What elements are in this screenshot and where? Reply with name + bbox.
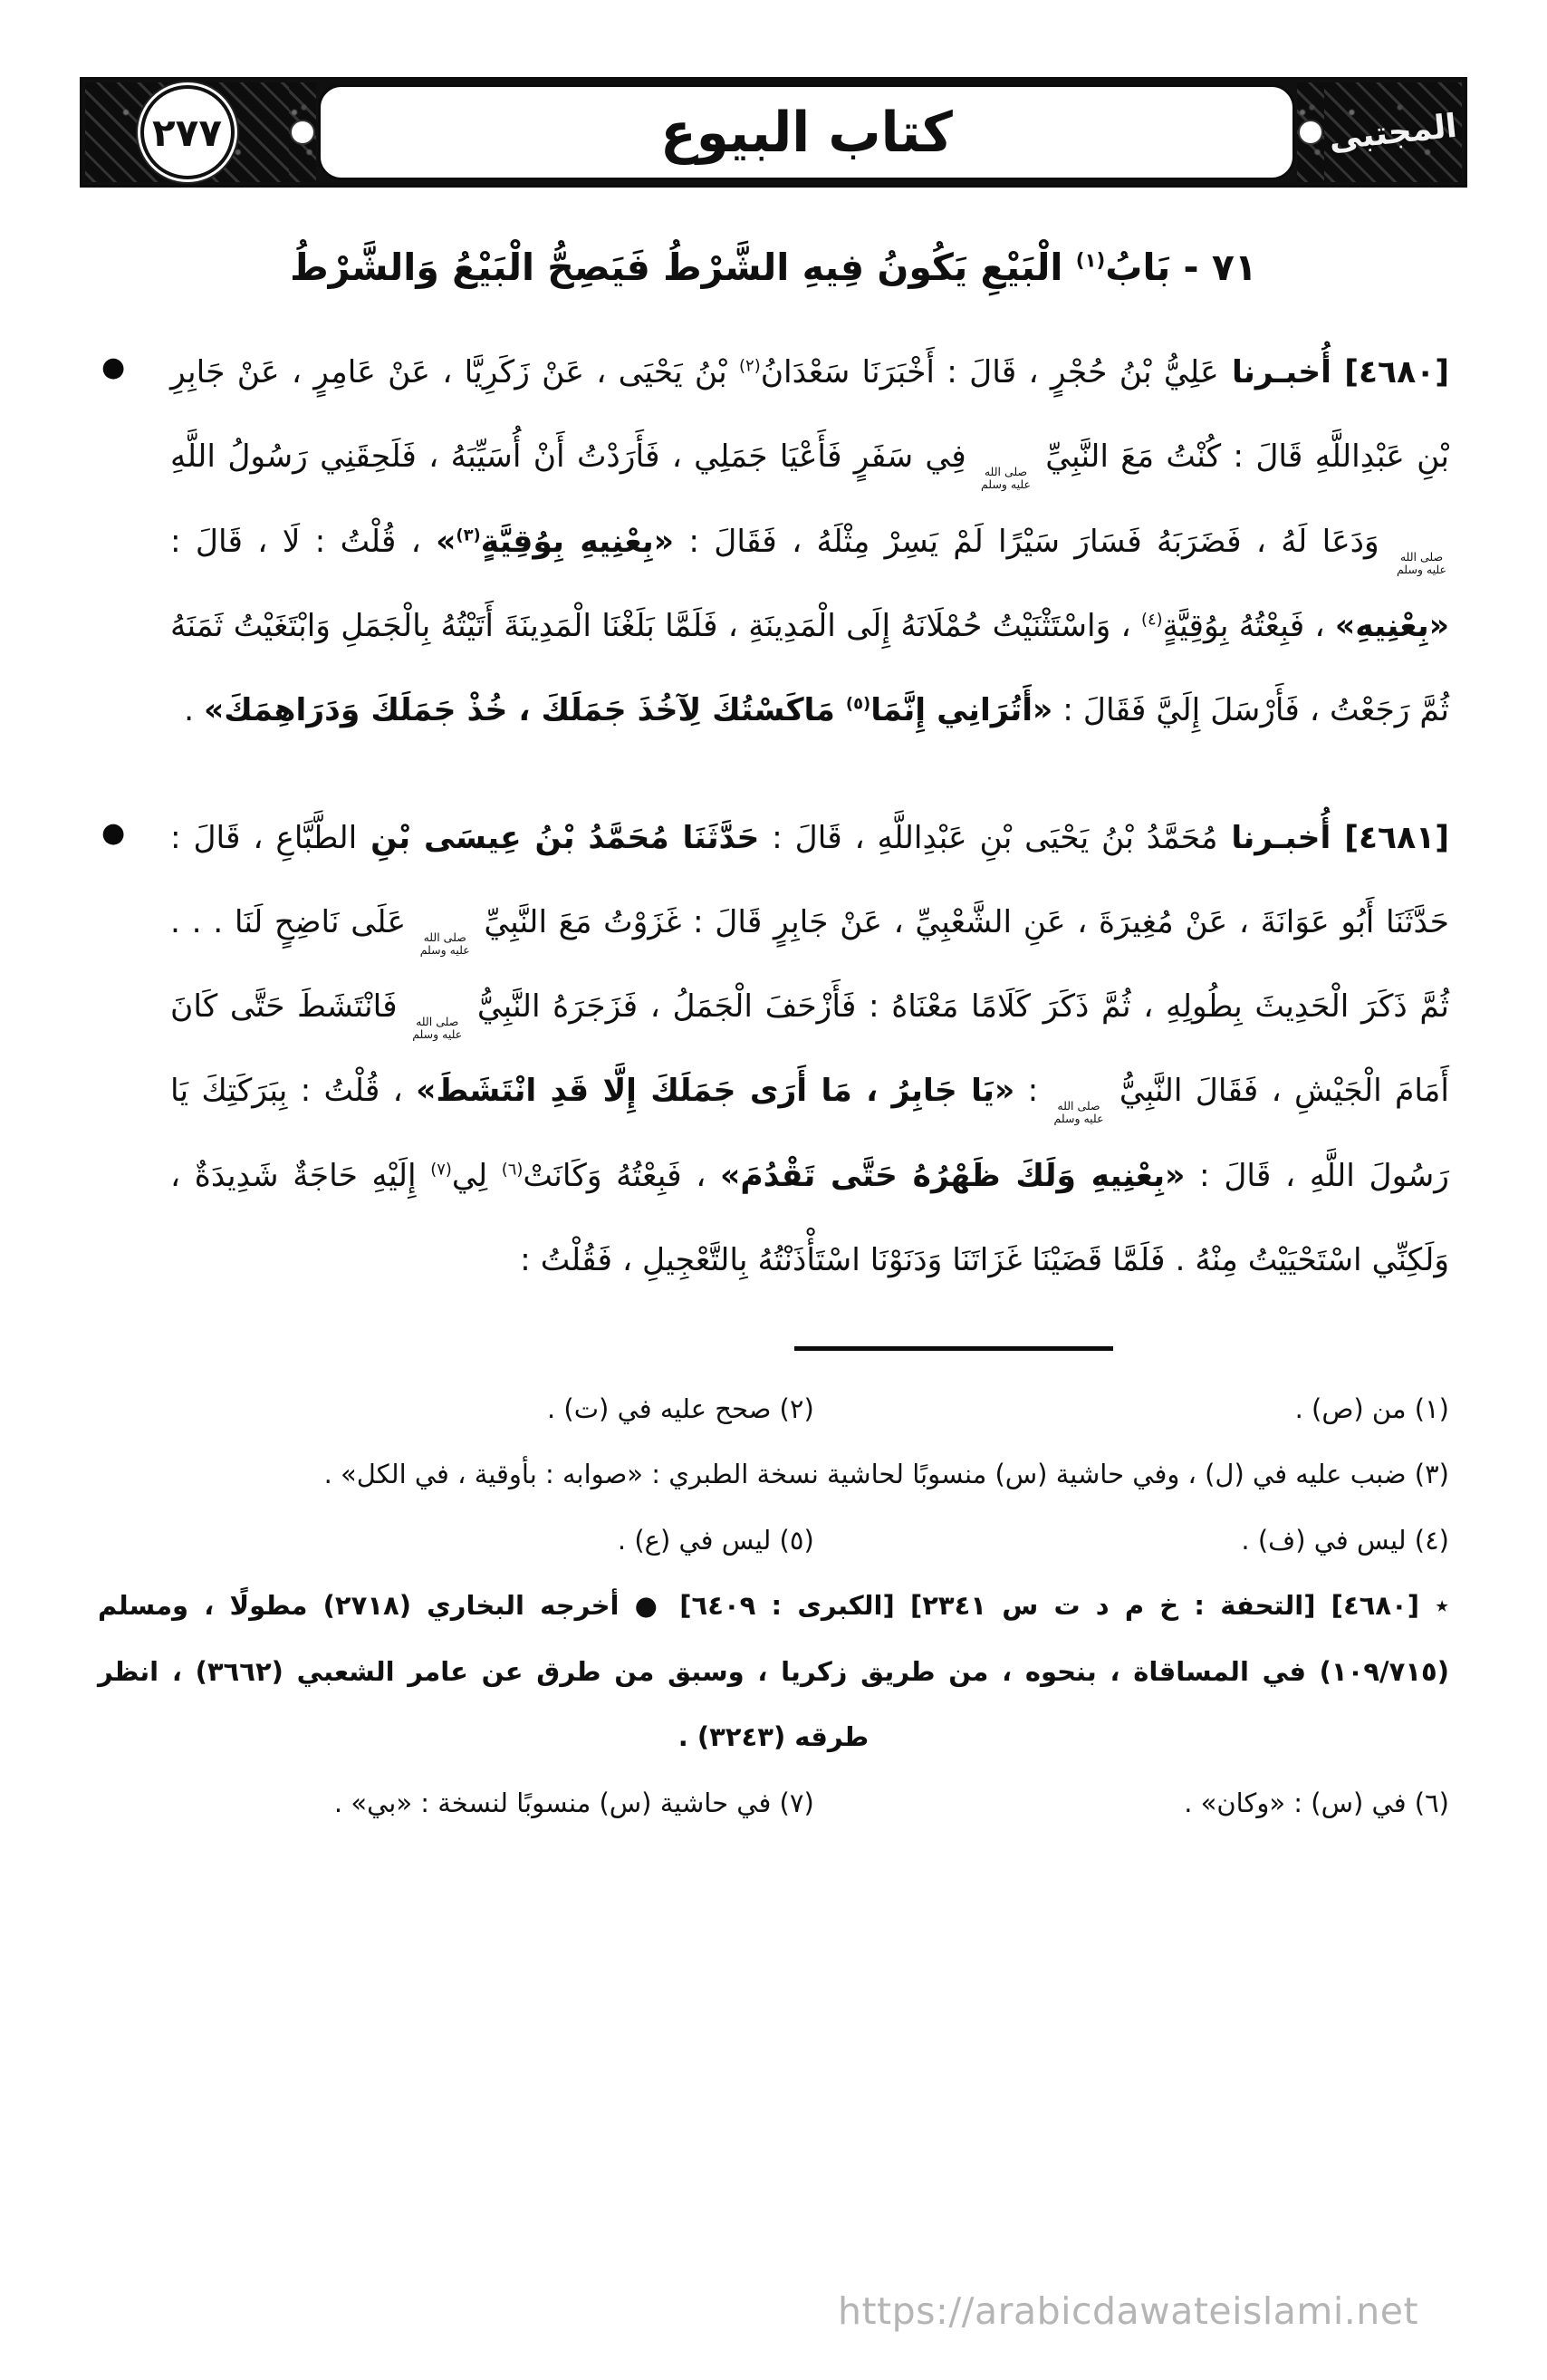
- separator-dot-icon: [1298, 120, 1323, 145]
- chapter-heading: ٧١ - بَابُ$^{(١)}$ الْبَيْعِ يَكُونُ فِيهِ الشَّرْطُ فَيَصِحُّ الْبَيْعُ وَالشَّرْطُ: [290, 246, 1257, 289]
- header-title-panel: [318, 84, 1295, 180]
- footnote-divider: [794, 1346, 1113, 1351]
- page-number-badge: [140, 85, 235, 179]
- header-ornament-band: [80, 77, 1467, 188]
- footnote-6: (٦) في (س) : «وكان» .: [1184, 1787, 1449, 1818]
- footnote-5: (٥) ليس في (ع) .: [617, 1524, 814, 1556]
- footnote-row-2: [98, 1508, 1449, 1574]
- header-separator: [1297, 82, 1324, 182]
- takhrij-note-4680: ٭ [٤٦٨٠] [التحفة : خ م د ت س ٢٣٤١] [الكبرى : ٦٤٠٩] ● أخرجه البخاري (٢٧١٨) مطولًا ، ومسلم (١٠٩/٧١٥) في المساقاة ، بنحوه ، من طريق زكريا ، وسبق من طرق عن عامر الشعبي (٣٦٦٢) ، انظر طرقه (٣٢٤٣) .: [98, 1590, 1450, 1753]
- footnote-row-3: [98, 1770, 1449, 1836]
- series-title-calligraphy: المجتبى: [1327, 107, 1459, 158]
- hadith-4680-text: [٤٦٨٠] أُخبـرنا عَلِيُّ بْنُ حُجْرٍ ، قَالَ : أَخْبَرَنَا سَعْدَانُ$^{(٢)}$ بْنُ يَحْيَى ، عَنْ زَكَرِيَّا ، عَنْ عَامِرٍ ، عَنْ جَابِرِ بْنِ عَبْدِاللَّهِ قَالَ : كُنْتُ مَعَ النَّبِيِّ صلى الله عليه وسلم فِي سَفَرٍ فَأَعْيَا جَمَلِي ، فَأَرَدْتُ أَنْ أُسَيِّبَهُ ، فَلَحِقَنِي رَسُولُ اللَّهِ صلى الله عليه وسلم وَدَعَا لَهُ ، فَضَرَبَهُ فَسَارَ سَيْرًا لَمْ يَسِرْ مِثْلَهُ ، فَقَالَ : «بِعْنِيهِ بِوُقِيَّةٍ$^{(٣)}$» ، قُلْتُ : لَا ، قَالَ : «بِعْنِيهِ» ، فَبِعْتُهُ بِوُقِيَّةٍ$^{(٤)}$ ، وَاسْتَثْنَيْتُ حُمْلَانَهُ إِلَى الْمَدِينَةِ ، فَلَمَّا بَلَغْنَا الْمَدِينَةَ أَتَيْتُهُ بِالْجَمَلِ وَابْتَغَيْتُ ثَمَنَهُ ثُمَّ رَجَعْتُ ، فَأَرْسَلَ إِلَيَّ فَقَالَ : «أَتُرَانِي إِنَّمَا$^{(٥)}$ مَاكَسْتُكَ لِآخُذَ جَمَلَكَ ، خُذْ جَمَلَكَ وَدَرَاهِمَكَ» .: [170, 354, 1450, 728]
- footnote-1: (١) من (ص) .: [1294, 1392, 1449, 1424]
- hadith-block: [98, 331, 1449, 1303]
- hadith-bullet-icon: ●: [101, 817, 126, 850]
- footnote-row-1: [98, 1376, 1449, 1442]
- book-title-calligraphy: كتاب البيوع: [660, 100, 953, 165]
- hadith-4680: [98, 331, 1449, 753]
- footnote-4: (٤) ليس في (ف) .: [1241, 1524, 1449, 1556]
- hadith-bullet-icon: ●: [101, 352, 126, 384]
- hadith-4681: [98, 796, 1449, 1303]
- watermark-url: https://arabicdawateislami.net: [838, 2289, 1419, 2333]
- pbuh-symbol: صلى الله عليه وسلم: [1396, 549, 1446, 576]
- page-content: [98, 226, 1449, 1836]
- footnotes-section: [98, 1376, 1449, 1836]
- footnote-7: (٧) في حاشية (س) منسوبًا لنسخة : «بي» .: [333, 1787, 814, 1818]
- pbuh-symbol: صلى الله عليه وسلم: [412, 1015, 463, 1042]
- separator-dot-icon: [290, 120, 315, 145]
- footnote-3: (٣) ضبب عليه في (ل) ، وفي حاشية (س) منسوبًا لحاشية نسخة الطبري : «صوابه : بأوقية ، في الكل» .: [323, 1459, 1449, 1490]
- pbuh-symbol: صلى الله عليه وسلم: [980, 465, 1031, 492]
- header-right-ornament: [1324, 82, 1462, 182]
- header-separator: [289, 82, 316, 182]
- footnote-2: (٢) صحح عليه في (ت) .: [547, 1392, 814, 1424]
- pbuh-symbol: صلى الله عليه وسلم: [419, 930, 470, 958]
- page-number: ٢٧٧: [152, 110, 222, 155]
- pbuh-symbol: صلى الله عليه وسلم: [1053, 1099, 1104, 1126]
- hadith-4681-text: [٤٦٨١] أُخبـرنا مُحَمَّدُ بْنُ يَحْيَى بْنِ عَبْدِاللَّهِ ، قَالَ : حَدَّثَنَا مُحَمَّدُ بْنُ عِيسَى بْنِ الطَّبَّاعِ ، قَالَ : حَدَّثَنَا أَبُو عَوَانَةَ ، عَنْ مُغِيرَةَ ، عَنِ الشَّعْبِيِّ ، عَنْ جَابِرٍ قَالَ : غَزَوْتُ مَعَ النَّبِيِّ صلى الله عليه وسلم عَلَى نَاضِحٍ لَنَا . . . ثُمَّ ذَكَرَ الْحَدِيثَ بِطُولِهِ ، ثُمَّ ذَكَرَ كَلَامًا مَعْنَاهُ : فَأَزْحَفَ الْجَمَلُ ، فَزَجَرَهُ النَّبِيُّ صلى الله عليه وسلم فَانْتَشَطَ حَتَّى كَانَ أَمَامَ الْجَيْشِ ، فَقَالَ النَّبِيُّ صلى الله عليه وسلم : «يَا جَابِرُ ، مَا أَرَى جَمَلَكَ إِلَّا قَدِ انْتَشَطَ» ، قُلْتُ : بِبَرَكَتِكَ يَا رَسُولَ اللَّهِ ، قَالَ : «بِعْنِيهِ وَلَكَ ظَهْرُهُ حَتَّى تَقْدُمَ» ، فَبِعْتُهُ وَكَانَتْ$^{(٦)}$ لِي$^{(٧)}$ إِلَيْهِ حَاجَةٌ شَدِيدَةٌ ، وَلَكِنِّي اسْتَحْيَيْتُ مِنْهُ . فَلَمَّا قَضَيْنَا غَزَاتَنَا وَدَنَوْنَا اسْتَأْذَنْتُهُ بِالتَّعْجِيلِ ، فَقُلْتُ :: [170, 820, 1449, 1278]
- header-left-ornament: [85, 82, 289, 182]
